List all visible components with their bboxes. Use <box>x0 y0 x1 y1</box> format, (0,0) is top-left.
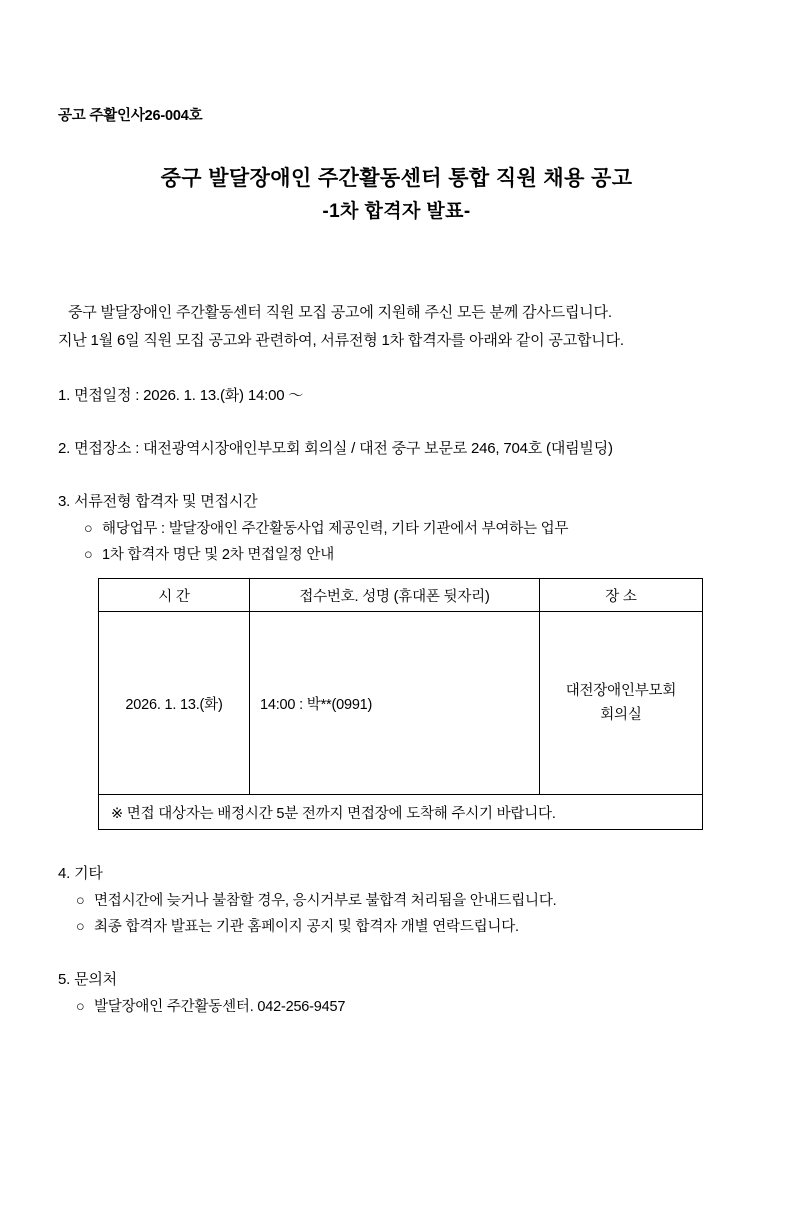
section-4-sub-item-final-result-label: 최종 합격자 발표는 기관 홈페이지 공지 및 합격자 개별 연락드립니다. <box>94 918 519 935</box>
section-successful-applicants: 3. 서류전형 합격자 및 면접시간 <box>58 493 258 511</box>
page-subtitle: -1차 합격자 발표- <box>322 200 471 222</box>
table-header-row <box>99 579 703 612</box>
section-contact: 5. 문의처 <box>58 970 117 988</box>
section-4-sub-item-final-result <box>76 915 735 940</box>
table-cell-place-line-2: 회의실 <box>600 707 642 724</box>
table-note-row <box>99 795 703 830</box>
intro-line-1: 중구 발달장애인 주간활동센터 직원 모집 공고에 지원해 주신 모든 분께 감사드립니다. <box>68 303 612 321</box>
bullet-circle-icon: ○ <box>76 918 85 935</box>
table-cell-name: 14:00 : 박**(0991) <box>250 612 540 795</box>
table-header-time: 시 간 <box>99 579 250 612</box>
section-3-sub-list <box>58 517 735 568</box>
bullet-circle-icon: ○ <box>76 998 85 1015</box>
page-title: 중구 발달장애인 주간활동센터 통합 직원 채용 공고 <box>160 167 633 190</box>
table-header-name: 접수번호. 성명 (휴대폰 뒷자리) <box>250 579 540 612</box>
table-cell-place-line-1: 대전장애인부모회 <box>565 682 677 699</box>
title-block <box>58 163 735 227</box>
section-5-sub-item-phone <box>76 995 735 1020</box>
document-number: 공고 주활인사26-004호 <box>58 108 203 124</box>
table-header-place: 장 소 <box>539 579 702 612</box>
section-5-sub-list <box>58 995 735 1020</box>
table-row <box>99 612 703 795</box>
section-3-sub-item-list-notice-label: 1차 합격자 명단 및 2차 면접일정 안내 <box>102 546 334 563</box>
section-other: 4. 기타 <box>58 865 103 883</box>
bullet-circle-icon: ○ <box>84 521 93 538</box>
intro-line-2: 지난 1월 6일 직원 모집 공고와 관련하여, 서류전형 1차 합격자를 아래와 같이 공고합니다. <box>58 331 624 349</box>
table-note: ※ 면접 대상자는 배정시간 5분 전까지 면접장에 도착해 주시기 바랍니다. <box>99 795 703 830</box>
section-3-sub-item-duties-label: 해당업무 : 발달장애인 주간활동사업 제공인력, 기타 기관에서 부여하는 업무 <box>102 521 569 538</box>
result-table-wrapper <box>58 578 735 830</box>
table-cell-place <box>539 612 702 795</box>
section-4-sub-item-late <box>76 889 735 914</box>
table-cell-time: 2026. 1. 13.(화) <box>99 612 250 795</box>
document-page <box>0 104 793 1225</box>
intro-paragraph <box>58 299 735 355</box>
result-table <box>98 578 703 830</box>
section-5-sub-item-phone-label: 발달장애인 주간활동센터. 042-256-9457 <box>94 998 346 1015</box>
section-4-sub-item-late-label: 면접시간에 늦거나 불참할 경우, 응시거부로 불합격 처리됨을 안내드립니다. <box>94 893 557 910</box>
section-3-sub-item-duties <box>84 517 735 542</box>
bullet-circle-icon: ○ <box>76 893 85 910</box>
section-interview-schedule: 1. 면접일정 : 2026. 1. 13.(화) 14:00 ～ <box>58 387 304 405</box>
bullet-circle-icon: ○ <box>84 546 93 563</box>
section-4-sub-list <box>58 889 735 940</box>
section-interview-location: 2. 면접장소 : 대전광역시장애인부모회 회의실 / 대전 중구 보문로 246, 704호 (대림빌딩) <box>58 440 613 458</box>
section-3-sub-item-list-notice <box>84 543 735 568</box>
